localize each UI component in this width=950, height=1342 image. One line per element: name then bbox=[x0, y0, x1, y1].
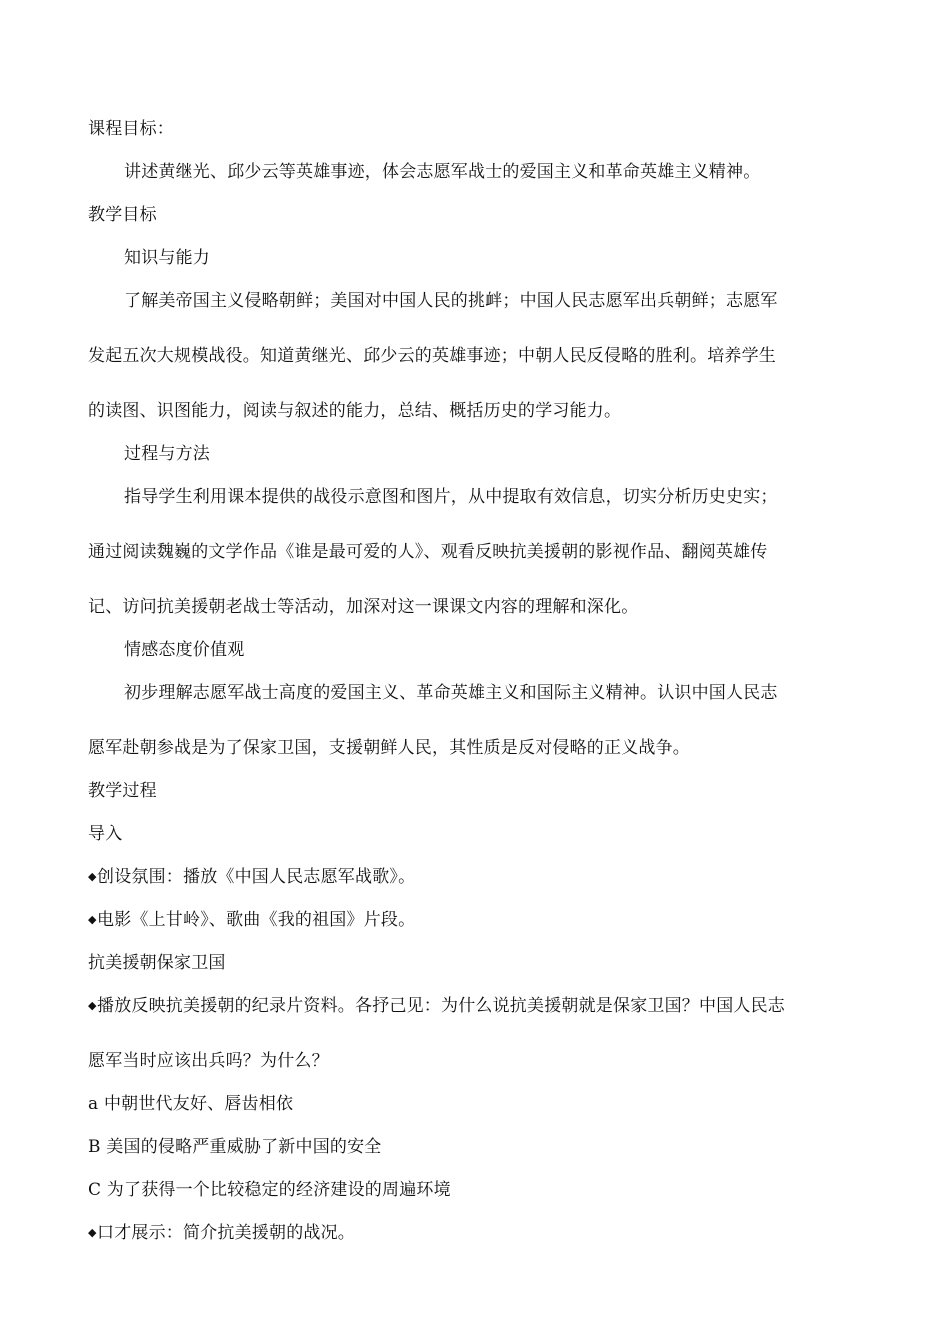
subheading-process-method: 过程与方法 bbox=[124, 444, 210, 464]
heading-teaching-goal: 教学目标 bbox=[88, 205, 157, 225]
bullet-item bbox=[88, 866, 878, 888]
paragraph-line: 的读图、识图能力，阅读与叙述的能力，总结、概括历史的学习能力。 bbox=[88, 401, 622, 421]
list-item-c: C 为了获得一个比较稳定的经济建设的周遍环境 bbox=[88, 1180, 451, 1200]
bullet-item bbox=[88, 909, 878, 931]
bullet-text: 口才展示：简介抗美援朝的战况。 bbox=[97, 1223, 355, 1243]
paragraph-line: 记、访问抗美援朝老战士等活动，加深对这一课课文内容的理解和深化。 bbox=[88, 597, 639, 617]
bullet-item bbox=[88, 995, 878, 1017]
heading-teaching-process: 教学过程 bbox=[88, 781, 157, 801]
paragraph-line: 初步理解志愿军战士高度的爱国主义、革命英雄主义和国际主义精神。认识中国人民志 bbox=[124, 683, 778, 703]
diamond-bullet-icon: ◆ bbox=[88, 1226, 97, 1239]
subheading-emotion-values: 情感态度价值观 bbox=[124, 640, 245, 660]
document-page bbox=[88, 118, 878, 1244]
diamond-bullet-icon: ◆ bbox=[88, 913, 97, 926]
diamond-bullet-icon: ◆ bbox=[88, 870, 97, 883]
paragraph-line: 发起五次大规模战役。知道黄继光、邱少云的英雄事迹；中朝人民反侵略的胜利。培养学生 bbox=[88, 346, 776, 366]
bullet-item bbox=[88, 1222, 878, 1244]
bullet-text: 创设氛围：播放《中国人民志愿军战歌》。 bbox=[97, 867, 416, 887]
subheading-knowledge-ability: 知识与能力 bbox=[124, 248, 210, 268]
heading-resist-us-aid-korea: 抗美援朝保家卫国 bbox=[88, 953, 226, 973]
list-item-a: a 中朝世代友好、唇齿相依 bbox=[88, 1094, 294, 1114]
paragraph-line: 愿军当时应该出兵吗？为什么？ bbox=[88, 1051, 329, 1071]
paragraph-line: 通过阅读魏巍的文学作品《谁是最可爱的人》、观看反映抗美援朝的影视作品、翻阅英雄传 bbox=[88, 542, 768, 562]
heading-introduction: 导入 bbox=[88, 824, 123, 844]
heading-course-goal: 课程目标： bbox=[88, 119, 174, 139]
paragraph-line: 指导学生利用课本提供的战役示意图和图片，从中提取有效信息，切实分析历史史实； bbox=[124, 487, 778, 507]
paragraph-course-goal: 讲述黄继光、邱少云等英雄事迹，体会志愿军战士的爱国主义和革命英雄主义精神。 bbox=[124, 162, 761, 182]
bullet-text: 播放反映抗美援朝的纪录片资料。各抒己见：为什么说抗美援朝就是保家卫国？中国人民志 bbox=[97, 996, 785, 1016]
paragraph-line: 愿军赴朝参战是为了保家卫国，支援朝鲜人民，其性质是反对侵略的正义战争。 bbox=[88, 738, 690, 758]
list-item-b: B 美国的侵略严重威胁了新中国的安全 bbox=[88, 1137, 382, 1157]
diamond-bullet-icon: ◆ bbox=[88, 999, 97, 1012]
paragraph-line: 了解美帝国主义侵略朝鲜；美国对中国人民的挑衅；中国人民志愿军出兵朝鲜；志愿军 bbox=[124, 291, 778, 311]
bullet-text: 电影《上甘岭》、歌曲《我的祖国》片段。 bbox=[97, 910, 416, 930]
